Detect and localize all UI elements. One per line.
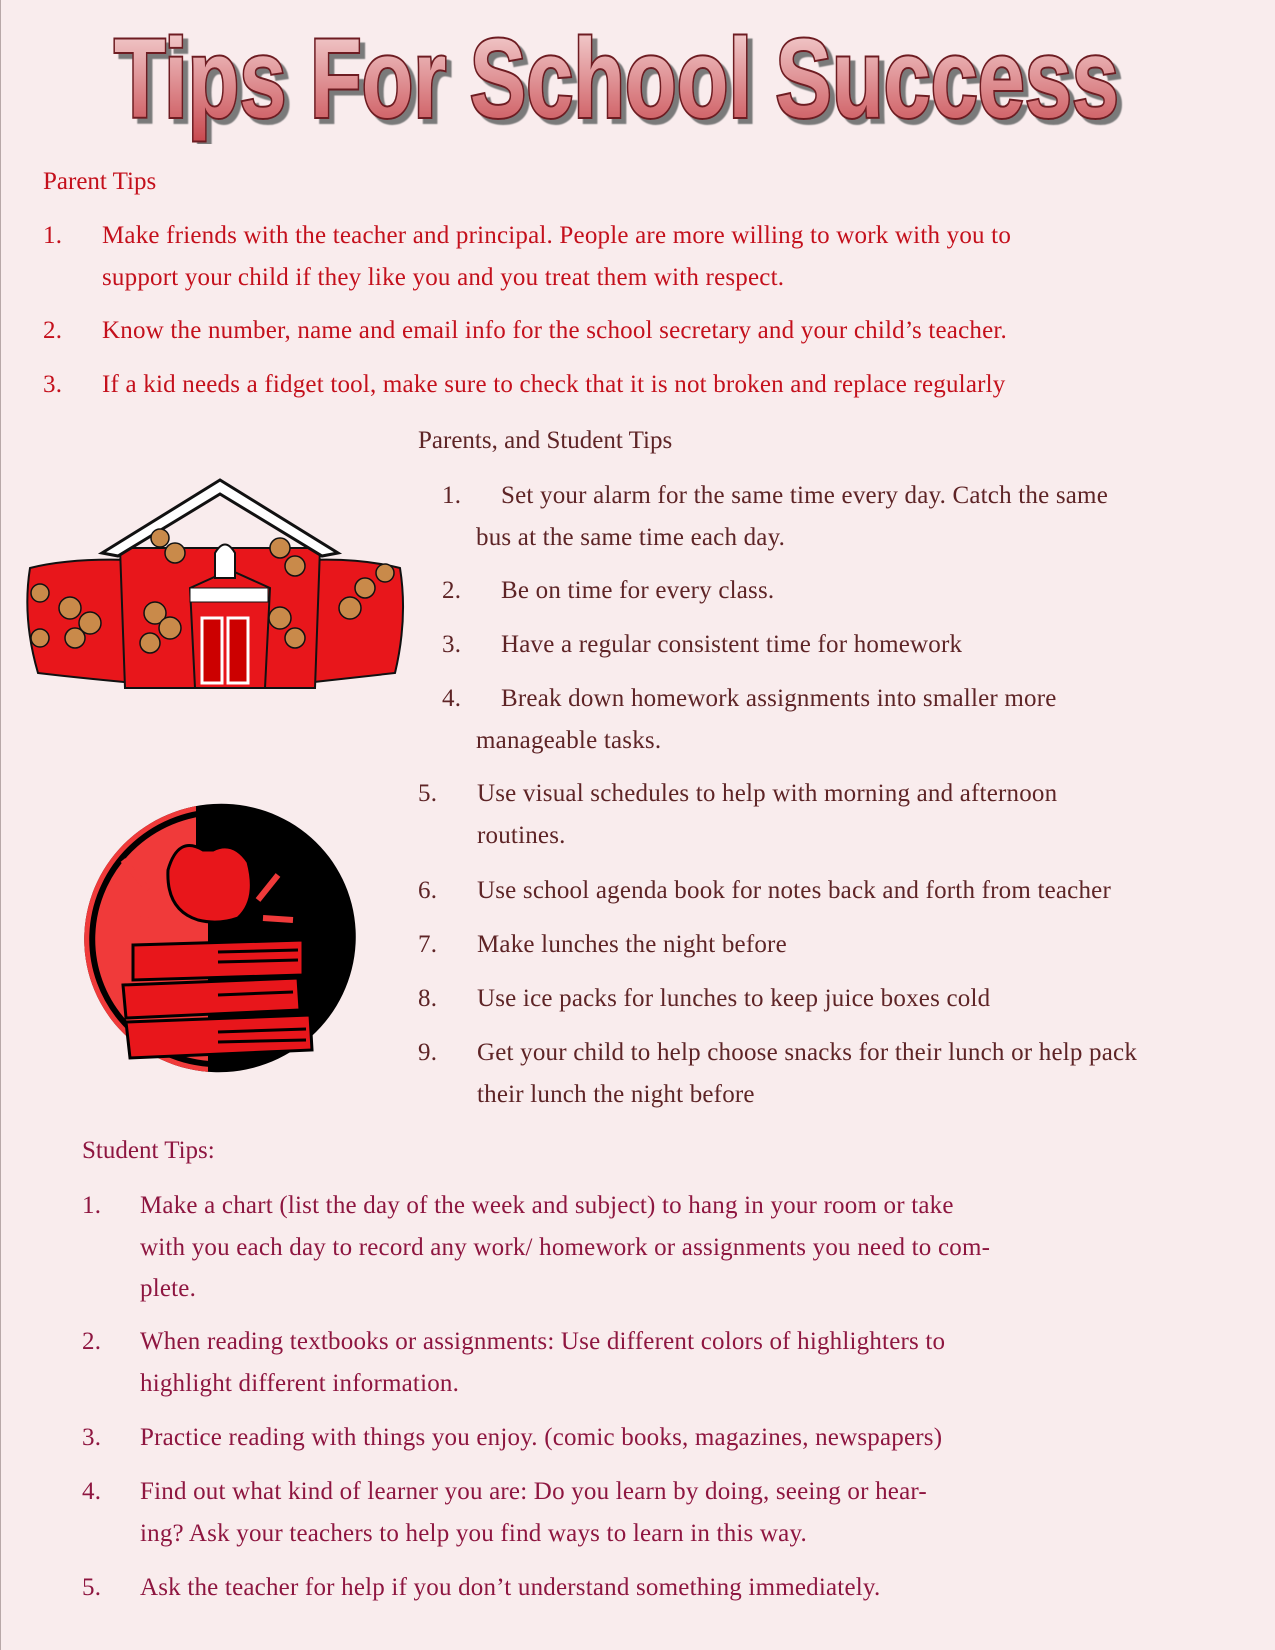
list-item-text: ing? Ask your teachers to help you find ways to learn in this way. bbox=[140, 1520, 807, 1547]
list-item-text: Practice reading with things you enjoy. (comic books, magazines, newspapers) bbox=[140, 1424, 943, 1451]
list-item-number: 4. bbox=[82, 1478, 102, 1505]
list-item-number: 6. bbox=[418, 877, 438, 904]
list-item-text: Get your child to help choose snacks for their lunch or help pack bbox=[477, 1039, 1138, 1066]
list-item-number: 1. bbox=[82, 1192, 102, 1219]
list-item-text: manageable tasks. bbox=[476, 727, 662, 754]
list-item-number: 7. bbox=[418, 931, 438, 958]
list-item-text: Have a regular consistent time for homework bbox=[501, 631, 963, 658]
student-tips-heading: Student Tips: bbox=[82, 1137, 215, 1164]
list-item-number: 2. bbox=[442, 577, 462, 604]
list-item-number: 1. bbox=[43, 222, 63, 249]
list-item-number: 3. bbox=[82, 1424, 102, 1451]
list-item-number: 3. bbox=[442, 631, 462, 658]
list-item-text: Make lunches the night before bbox=[477, 931, 787, 958]
list-item-text: routines. bbox=[477, 822, 566, 849]
list-item-number: 2. bbox=[43, 317, 63, 344]
page-title bbox=[110, 14, 1140, 144]
list-item-text: with you each day to record any work/ homework or assignments you need to com- bbox=[140, 1234, 991, 1261]
list-item-text: plete. bbox=[140, 1275, 197, 1302]
list-item-number: 5. bbox=[418, 780, 438, 807]
schoolhouse-illustration bbox=[10, 478, 420, 696]
list-item-text: Use school agenda book for notes back and forth from teacher bbox=[477, 877, 1111, 904]
list-item-number: 5. bbox=[82, 1574, 102, 1601]
list-item-text: Use ice packs for lunches to keep juice boxes cold bbox=[477, 985, 991, 1012]
list-item-number: 2. bbox=[82, 1328, 102, 1355]
list-item-text: Make friends with the teacher and principal. People are more willing to work with you to bbox=[102, 222, 1012, 249]
list-item-number: 8. bbox=[418, 985, 438, 1012]
list-item-number: 9. bbox=[418, 1039, 438, 1066]
list-item-number: 4. bbox=[442, 685, 462, 712]
list-item-text: Find out what kind of learner you are: Do you learn by doing, seeing or hear- bbox=[140, 1478, 927, 1505]
shared-tips-heading: Parents, and Student Tips bbox=[418, 427, 673, 454]
page-edge bbox=[0, 0, 1, 1650]
list-item-text: bus at the same time each day. bbox=[476, 524, 786, 551]
list-item-text: highlight different information. bbox=[140, 1370, 460, 1397]
title-text: Tips For School Success bbox=[114, 16, 1119, 141]
list-item-number: 1. bbox=[442, 482, 462, 509]
list-item-text: their lunch the night before bbox=[477, 1081, 755, 1108]
list-item-text: Break down homework assignments into smaller more bbox=[501, 685, 1057, 712]
list-item-text: Be on time for every class. bbox=[501, 577, 775, 604]
list-item-text: Ask the teacher for help if you don’t understand something immediately. bbox=[140, 1574, 881, 1601]
list-item-text: If a kid needs a fidget tool, make sure to check that it is not broken and replace regularly bbox=[102, 371, 1006, 398]
parent-tips-heading: Parent Tips bbox=[43, 168, 157, 195]
list-item-text: When reading textbooks or assignments: Use different colors of highlighters to bbox=[140, 1328, 946, 1355]
list-item-number: 3. bbox=[43, 371, 63, 398]
list-item-text: support your child if they like you and you treat them with respect. bbox=[102, 264, 785, 291]
list-item-text: Know the number, name and email info for the school secretary and your child’s teacher. bbox=[102, 317, 1007, 344]
apple-books-illustration bbox=[78, 800, 363, 1076]
list-item-text: Make a chart (list the day of the week and subject) to hang in your room or take bbox=[140, 1192, 954, 1219]
list-item-text: Set your alarm for the same time every day. Catch the same bbox=[501, 482, 1108, 509]
list-item-text: Use visual schedules to help with morning and afternoon bbox=[477, 780, 1058, 807]
